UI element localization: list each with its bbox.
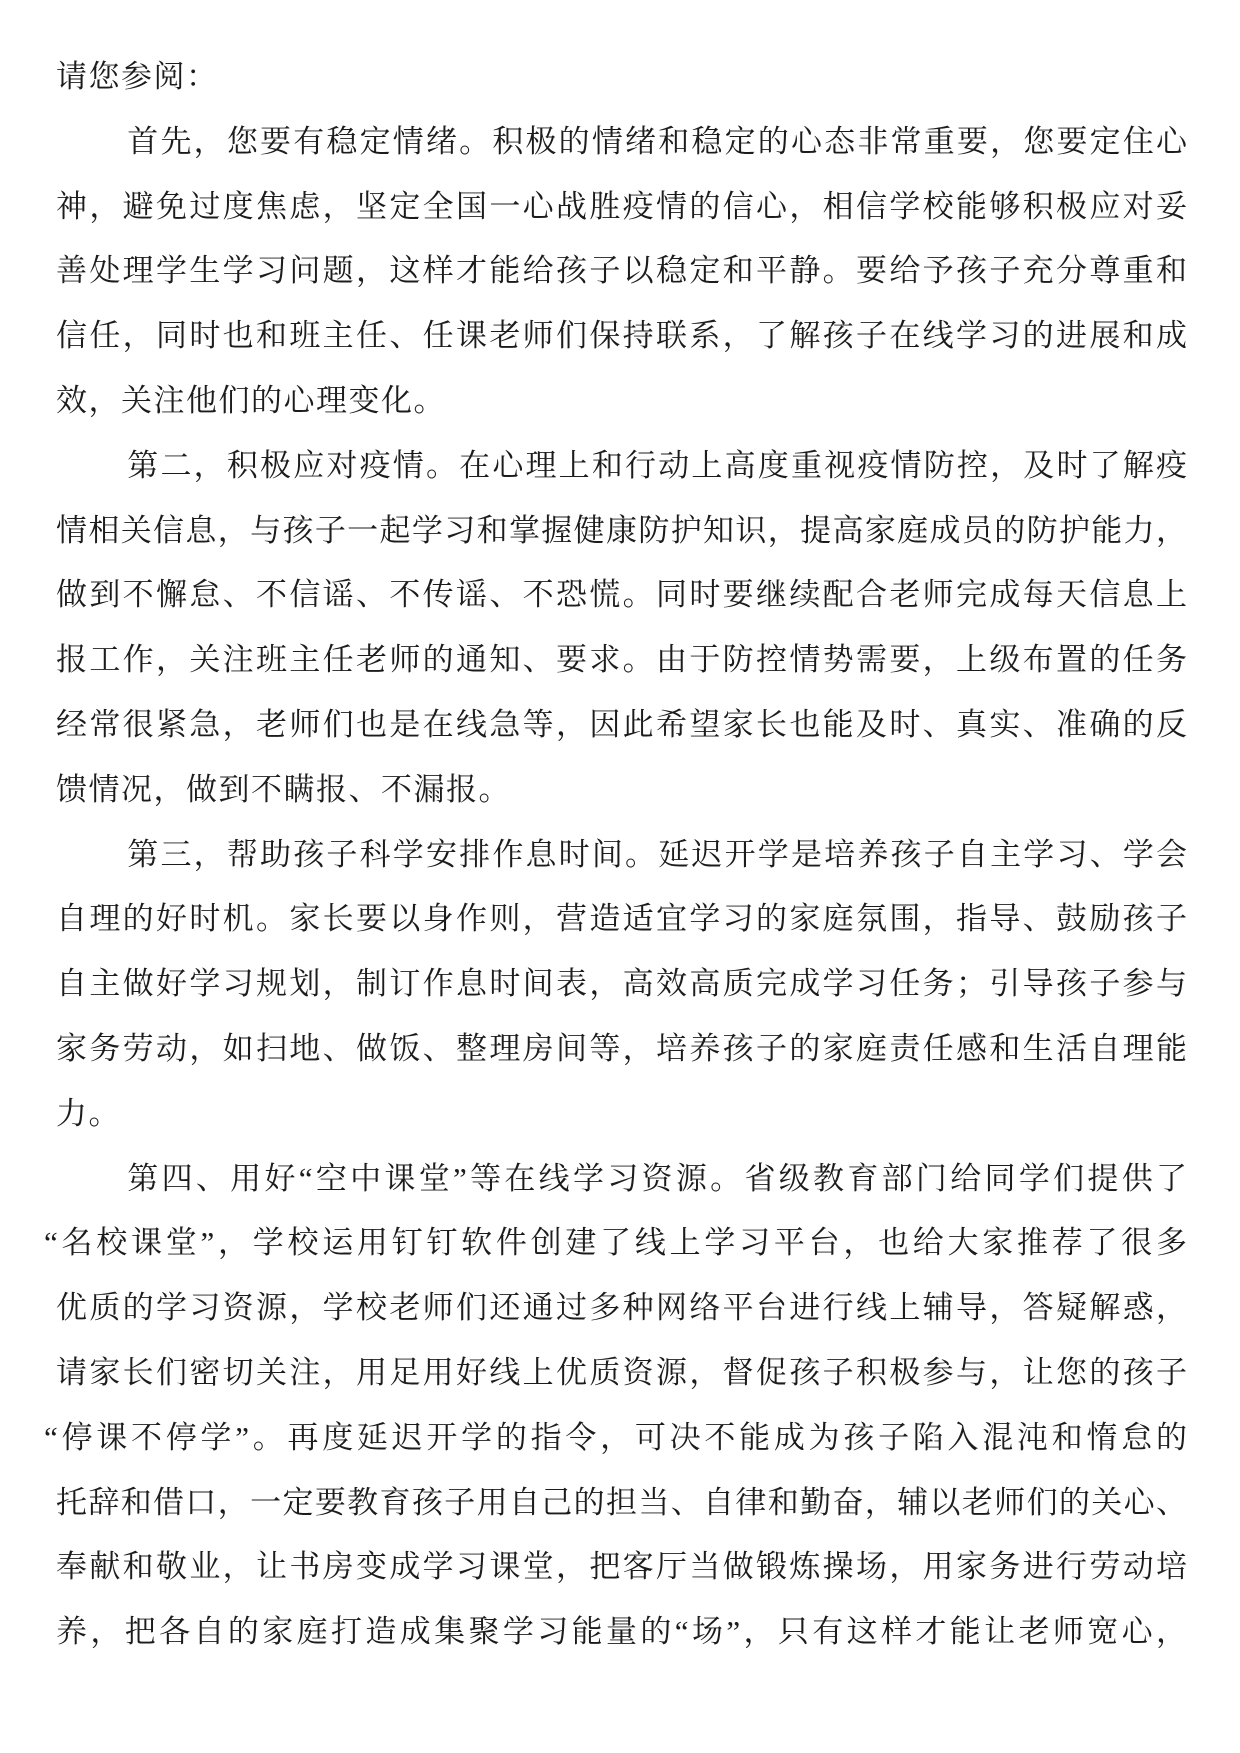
text-line: 善处理学生学习问题，这样才能给孩子以稳定和平静。要给予孩子充分尊重和 [56,253,1187,289]
text-line: 情相关信息，与孩子一起学习和掌握健康防护知识，提高家庭成员的防护能力， [56,512,1187,548]
text-line: 神，避免过度焦虑，坚定全国一心战胜疫情的信心，相信学校能够积极应对妥 [56,188,1187,224]
text-line: 信任，同时也和班主任、任课老师们保持联系，了解孩子在线学习的进展和成 [56,318,1187,354]
text-line: “名校课堂”，学校运用钉钉软件创建了线上学习平台，也给大家推荐了很多 [44,1225,1187,1261]
text-line: 力。 [56,1095,121,1131]
paragraph-first-line: 首先，您要有稳定情绪。积极的情绪和稳定的心态非常重要，您要定住心 [127,123,1187,159]
text-line: 请家长们密切关注，用足用好线上优质资源，督促孩子积极参与，让您的孩子 [56,1354,1187,1390]
salutation-line: 请您参阅： [56,59,219,94]
paragraph-first-line: 第四、用好“空中课堂”等在线学习资源。省级教育部门给同学们提供了 [127,1160,1187,1196]
text-line: 报工作，关注班主任老师的通知、要求。由于防控情势需要，上级布置的任务 [56,642,1187,678]
text-line: 优质的学习资源，学校老师们还通过多种网络平台进行线上辅导，答疑解惑， [56,1290,1187,1326]
text-line: 奉献和敬业，让书房变成学习课堂，把客厅当做锻炼操场，用家务进行劳动培 [56,1549,1187,1585]
document-body [44,110,1187,1665]
text-line: “停课不停学”。再度延迟开学的指令，可决不能成为孩子陷入混沌和惰怠的 [44,1419,1187,1455]
text-line: 托辞和借口，一定要教育孩子用自己的担当、自律和勤奋，辅以老师们的关心、 [56,1484,1187,1520]
text-line: 效，关注他们的心理变化。 [56,382,446,418]
text-line: 馈情况，做到不瞒报、不漏报。 [56,771,511,807]
text-line: 养，把各自的家庭打造成集聚学习能量的“场”，只有这样才能让老师宽心， [56,1614,1187,1650]
paragraph-first-line: 第二，积极应对疫情。在心理上和行动上高度重视疫情防控，及时了解疫 [127,447,1187,483]
text-line: 自主做好学习规划，制订作息时间表，高效高质完成学习任务；引导孩子参与 [56,966,1187,1002]
paragraph-first-line: 第三，帮助孩子科学安排作息时间。延迟开学是培养孩子自主学习、学会 [127,836,1187,872]
text-line: 经常很紧急，老师们也是在线急等，因此希望家长也能及时、真实、准确的反 [56,706,1187,742]
text-line: 自理的好时机。家长要以身作则，营造适宜学习的家庭氛围，指导、鼓励孩子 [56,901,1187,937]
text-line: 家务劳动，如扫地、做饭、整理房间等，培养孩子的家庭责任感和生活自理能 [56,1030,1187,1066]
text-line: 做到不懈怠、不信谣、不传谣、不恐慌。同时要继续配合老师完成每天信息上 [56,577,1187,613]
